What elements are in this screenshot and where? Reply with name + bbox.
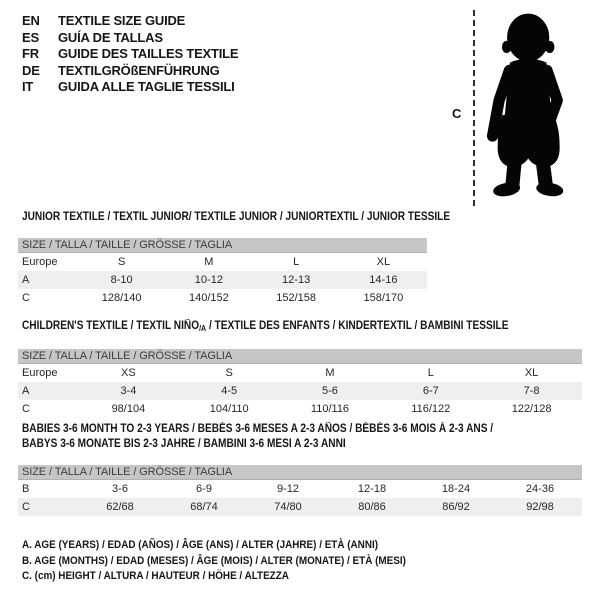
size-table-2: [18, 319, 582, 418]
size-cell: 74/80: [274, 501, 302, 513]
table-title: [22, 422, 515, 452]
language-row: [22, 13, 238, 30]
size-cell: 3-6: [112, 483, 128, 495]
table-row-c: [18, 289, 427, 307]
table-row-europe: [18, 253, 427, 271]
table-title-line: [22, 210, 451, 225]
silhouette-head: [508, 14, 549, 61]
row-label: B: [22, 483, 30, 495]
size-cell: 122/128: [511, 403, 552, 415]
size-cell: 5-6: [322, 385, 338, 397]
size-cell: L: [293, 256, 300, 268]
size-cell: XL: [524, 367, 539, 379]
size-cell: 80/86: [358, 501, 386, 513]
title-text: CHILDREN'S TEXTILE / TEXTIL NIÑO: [22, 320, 200, 332]
size-cell: 128/140: [101, 292, 142, 304]
size-cell: 110/116: [310, 403, 350, 415]
row-label: C: [22, 403, 30, 415]
size-cell: 3-4: [120, 385, 137, 397]
table-row-c: [18, 400, 582, 418]
size-cell: 7-8: [523, 385, 540, 397]
size-cell: 18-24: [441, 483, 471, 495]
language-code: IT: [22, 79, 34, 94]
table-title-line: [22, 422, 515, 437]
language-guide-title: TEXTILE SIZE GUIDE: [58, 13, 186, 28]
table-row-a: [18, 382, 582, 400]
size-table-3: [18, 422, 582, 516]
size-table-1: [18, 210, 451, 307]
size-cell: 158/170: [363, 292, 404, 304]
language-guide-title: GUIDA ALLE TAGLIE TESSILI: [58, 79, 235, 94]
table-row-europe: [18, 364, 582, 382]
size-cell: M: [204, 256, 214, 268]
table-row-a: [18, 271, 427, 289]
language-code: EN: [22, 13, 40, 28]
language-row: [22, 46, 238, 63]
language-code: FR: [22, 46, 39, 61]
size-header-bar: SIZE / TALLA / TAILLE / GRÖSSE / TAGLIA: [18, 349, 582, 364]
language-code: DE: [22, 62, 40, 78]
size-cell: 6-9: [196, 483, 212, 495]
table-title: [22, 319, 515, 336]
size-cell: 152/158: [276, 292, 316, 304]
size-cell: 10-12: [194, 274, 223, 286]
title-subscript: /A: [199, 324, 207, 333]
height-measure-dashed-line: [473, 10, 475, 206]
title-text: / TEXTILE DES ENFANTS / KINDERTEXTIL / BAMBINI TESSILE: [206, 320, 509, 332]
language-guide-title: GUIDE DES TAILLES TEXTILE: [58, 46, 239, 61]
size-header-bar: SIZE / TALLA / TAILLE / GRÖSSE / TAGLIA: [18, 465, 582, 480]
language-row: [22, 30, 238, 47]
legend-note: C. (cm) HEIGHT / ALTURA / HAUTEUR / HÖHE / ALTEZZA: [22, 570, 289, 582]
table-title-line: [22, 319, 515, 336]
size-cell: 104/110: [209, 403, 249, 415]
size-cell: 8-10: [110, 274, 133, 286]
size-cell: 24-36: [525, 483, 555, 495]
row-label: C: [22, 501, 30, 513]
title-text: JUNIOR TEXTILE / TEXTIL JUNIOR/ TEXTILE JUNIOR / JUNIORTEXTIL / JUNIOR TESSILE: [22, 211, 451, 223]
language-code: ES: [22, 29, 39, 45]
size-cell: 12-18: [357, 483, 387, 495]
size-cell: 86/92: [442, 501, 470, 513]
title-text: BABYS 3-6 MONATE BIS 2-3 JAHRE / BAMBINI 3-6 MESI A 2-3 ANNI: [22, 438, 346, 450]
size-cell: 140/152: [188, 292, 229, 304]
language-row: [22, 79, 238, 96]
size-cell: S: [117, 256, 126, 268]
language-title-list: [22, 13, 238, 96]
silhouette-foot-left: [493, 181, 521, 198]
table-title-line: [22, 437, 515, 452]
table-row-c: [18, 498, 582, 516]
size-cell: 116/122: [411, 403, 451, 415]
legend-note: B. AGE (MONTHS) / EDAD (MESES) / ÂGE (MOIS) / ALTER (MONATE) / ETÀ (MESI): [22, 554, 406, 567]
table-row-b: [18, 480, 582, 498]
size-cell: 4-5: [221, 385, 238, 397]
size-cell: 12-13: [282, 274, 311, 286]
size-cell: 9-12: [276, 483, 300, 495]
language-guide-title: TEXTILGRÖßENFÜHRUNG: [58, 62, 220, 78]
size-cell: M: [325, 367, 335, 379]
silhouette-leg-right: [542, 158, 546, 187]
table-title: [22, 210, 451, 225]
row-label: Europe: [22, 256, 58, 268]
row-label: A: [22, 385, 30, 397]
size-cell: XS: [121, 367, 136, 379]
size-cell: S: [225, 367, 233, 379]
row-label: A: [22, 274, 30, 286]
size-cell: XL: [376, 256, 391, 268]
silhouette-foot-right: [536, 182, 564, 198]
size-header-bar: SIZE / TALLA / TAILLE / GRÖSSE / TAGLIA: [18, 238, 427, 253]
size-cell: 6-7: [422, 385, 439, 397]
legend-note: A. AGE (YEARS) / EDAD (AÑOS) / ÂGE (ANS) / ALTER (JAHRE) / ETÀ (ANNI): [22, 539, 379, 551]
toddler-silhouette-icon: [486, 6, 576, 206]
legend-notes: [22, 538, 449, 585]
language-row: [22, 63, 238, 80]
size-cell: L: [427, 367, 434, 379]
size-cell: 62/68: [106, 501, 134, 513]
row-label: Europe: [22, 367, 58, 379]
height-measure-label: C: [452, 106, 462, 121]
language-guide-title: GUÍA DE TALLAS: [58, 29, 163, 45]
size-cell: 14-16: [369, 274, 398, 286]
size-cell: 98/104: [111, 403, 146, 415]
row-label: C: [22, 292, 30, 304]
silhouette-leg-left: [512, 158, 515, 187]
size-cell: 68/74: [190, 501, 218, 513]
title-text: BABIES 3-6 MONTH TO 2-3 YEARS / BEBÉS 3-6 MESES A 2-3 AÑOS / BÉBÉS 3-6 MOIS À 2-3 ANS /: [22, 423, 494, 435]
size-cell: 92/98: [526, 501, 554, 513]
